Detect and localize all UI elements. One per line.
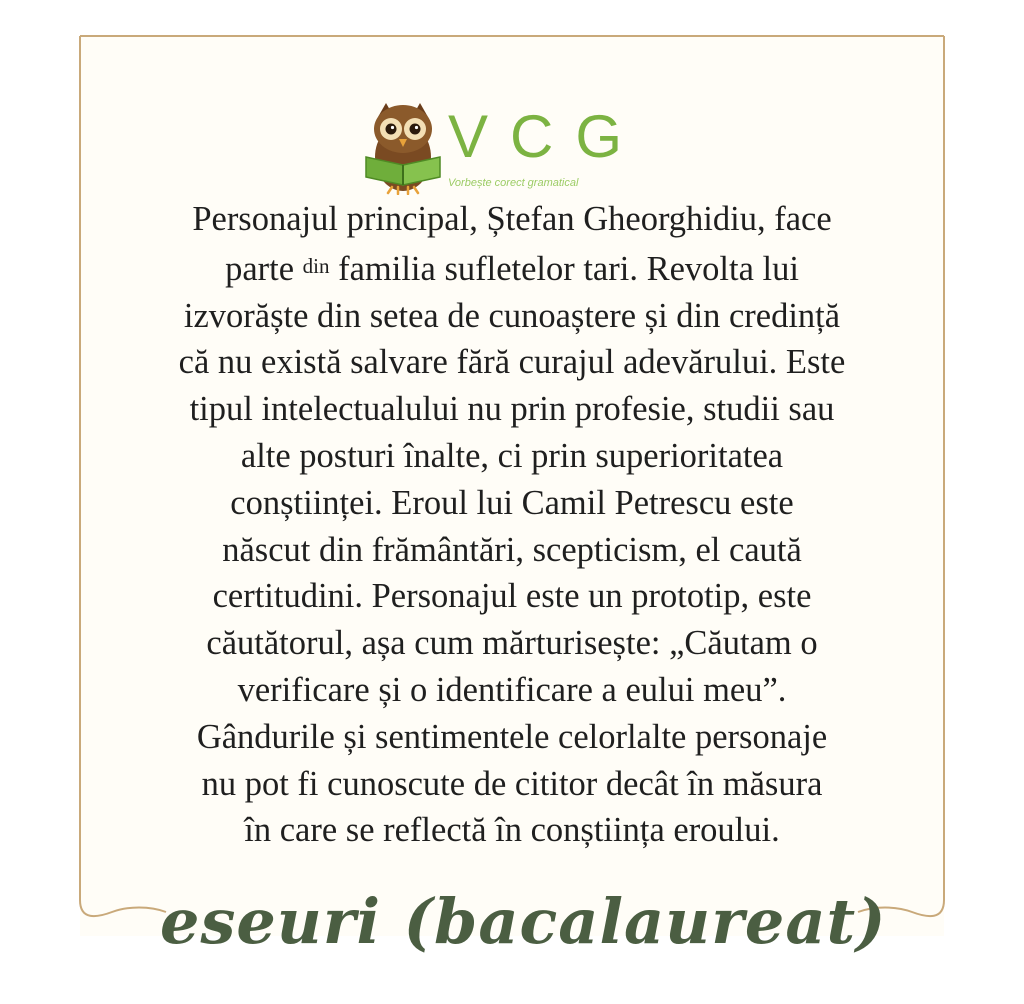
footer-title: eseuri (bacalaureat) bbox=[160, 885, 887, 958]
essay-line bbox=[96, 243, 928, 293]
essay-line: Personajul principal, Ștefan Gheorghidiu, face bbox=[192, 200, 832, 238]
essay-line: izvorăște din setea de cunoaștere și din credință bbox=[183, 296, 841, 335]
essay-line: Gândurile și sentimentele celorlalte personaje bbox=[196, 717, 828, 756]
essay-line: certitudini. Personajul este un prototip, este bbox=[212, 577, 812, 616]
essay-line: conștiinței. Eroul lui Camil Petrescu este bbox=[230, 483, 794, 522]
essay-line: născut din frământări, scepticism, el caută bbox=[222, 530, 802, 569]
essay-line: tipul intelectualului nu prin profesie, studii sau bbox=[189, 390, 835, 429]
logo-tagline: Vorbește corect gramatical bbox=[448, 177, 579, 189]
essay-line: că nu există salvare fără curajul adevărului. Este bbox=[178, 343, 846, 382]
essay-line: nu pot fi cunoscute de cititor decât în măsura bbox=[201, 764, 823, 803]
essay-line: alte posturi înalte, ci prin superioritatea bbox=[240, 436, 784, 475]
owl-reading-book-icon bbox=[362, 95, 444, 195]
essay-line: verificare și o identificare a eului meu”. bbox=[237, 670, 787, 709]
vcg-logo bbox=[362, 95, 662, 195]
essay-word: parte bbox=[225, 249, 303, 288]
essay-text bbox=[96, 196, 928, 854]
essay-line: căutătorul, așa cum mărturisește: „Căutam o bbox=[206, 624, 818, 663]
logo-letters: VCG bbox=[448, 103, 645, 170]
essay-word: familia sufletelor tari. Revolta lui bbox=[329, 249, 799, 288]
essay-word-small: din bbox=[302, 253, 330, 278]
essay-line: în care se reflectă în conștiința eroului. bbox=[244, 811, 780, 850]
